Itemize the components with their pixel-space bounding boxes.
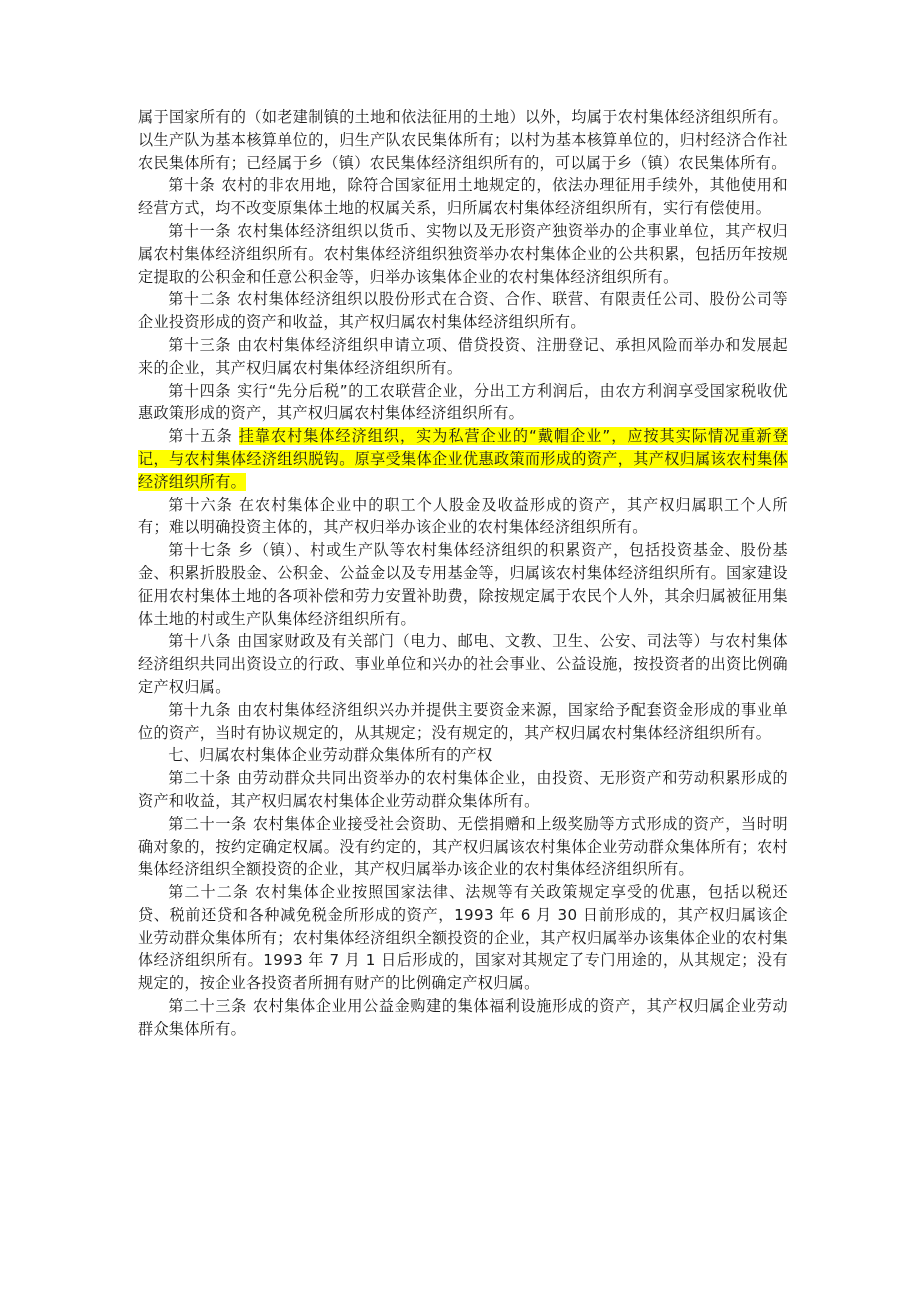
article-19 xyxy=(138,699,788,745)
article-text: 农村集体经济组织以货币、实物以及无形资产独资举办的企事业单位，其产权归属农村集体经济组织所有。农村集体经济组织独资举办农村集体企业的公共积累，包括历年按规定提取的公积金和任意公积金等，归举办该集体企业的农村集体经济组织所有。 xyxy=(138,221,788,286)
article-number: 第十四条 xyxy=(168,381,232,400)
article-23 xyxy=(138,995,788,1041)
document-body xyxy=(138,106,788,1041)
article-10 xyxy=(138,174,788,220)
article-number: 第十五条 xyxy=(168,427,233,446)
section-heading: 七、归属农村集体企业劳动群众集体所有的产权 xyxy=(168,746,493,765)
article-text: 农村集体经济组织以股份形式在合资、合作、联营、有限责任公司、股份公司等企业投资形成的资产和收益，其产权归属农村集体经济组织所有。 xyxy=(138,290,788,332)
article-20 xyxy=(138,767,788,813)
article-text: 在农村集体企业中的职工个人股金及收益形成的资产，其产权归属职工个人所有；难以明确投资主体的，其产权归举办该企业的农村集体经济组织所有。 xyxy=(138,495,788,537)
article-number: 第十六条 xyxy=(168,495,233,514)
article-number: 第十三条 xyxy=(168,335,232,354)
article-text: 农村集体企业按照国家法律、法规等有关政策规定享受的优惠，包括以税还贷、税前还贷和各种减免税金所形成的资产，1993 年 6 月 30 日前形成的，其产权归属该企业劳动群众集体所有；农村集体经济组织全额投资的企业，其产权归属举办该集体企业的农村集体经济组织所有。1993 年 7 月 1 日后形成的，国家对其规定了专门用途的，从其规定；没有规定的，按企业各投资者所拥有财产的比例确定产权归属。 xyxy=(138,883,788,993)
article-number: 第二十一条 xyxy=(168,814,247,833)
article-16 xyxy=(138,494,788,540)
article-number: 第二十条 xyxy=(168,769,232,788)
article-text: 农村集体企业接受社会资助、无偿捐赠和上级奖励等方式形成的资产，当时明确对象的，按约定确定权属。没有约定的，其产权归属该农村集体企业劳动群众集体所有；农村集体经济组织全额投资的企业，其产权归属举办该企业的农村集体经济组织所有。 xyxy=(138,814,788,879)
article-11 xyxy=(138,220,788,288)
article-21 xyxy=(138,813,788,881)
article-text: 由国家财政及有关部门（电力、邮电、文教、卫生、公安、司法等）与农村集体经济组织共同出资设立的行政、事业单位和兴办的社会事业、公益设施，按投资者的出资比例确定产权归属。 xyxy=(138,632,788,696)
article-number: 第十八条 xyxy=(168,632,232,651)
article-15 xyxy=(138,425,788,493)
article-17 xyxy=(138,539,788,630)
article-text: 乡（镇）、村或生产队等农村集体经济组织的积累资产，包括投资基金、股份基金、积累折股股金、公积金、公益金以及专用基金等，归属该农村集体经济组织所有。国家建设征用农村集体土地的各项补偿和劳力安置补助费，除按规定属于农民个人外，其余归属被征用集体土地的村或生产队集体经济组织所有。 xyxy=(138,541,788,628)
article-number: 第十二条 xyxy=(168,290,232,309)
article-number: 第十条 xyxy=(168,176,216,195)
article-14 xyxy=(138,380,788,426)
article-text: 农村的非农用地，除符合国家征用土地规定的，依法办理征用手续外，其他使用和经营方式，均不改变原集体土地的权属关系，归所属农村集体经济组织所有，实行有偿使用。 xyxy=(138,176,788,218)
article-18 xyxy=(138,630,788,698)
article-number: 第十一条 xyxy=(168,221,232,240)
article-13 xyxy=(138,334,788,380)
article-number: 第十九条 xyxy=(168,700,232,719)
article-text: 农村集体企业用公益金购建的集体福利设施形成的资产，其产权归属企业劳动群众集体所有。 xyxy=(138,997,788,1038)
article-number: 第二十二条 xyxy=(168,883,250,902)
article-number: 第十七条 xyxy=(168,541,232,560)
article-text: 实行“先分后税”的工农联营企业，分出工方利润后，由农方利润享受国家税收优惠政策形成的资产，其产权归属农村集体经济组织所有。 xyxy=(138,381,788,423)
article-22 xyxy=(138,881,788,995)
article-12 xyxy=(138,288,788,334)
article-text: 由劳动群众共同出资举办的农村集体企业，由投资、无形资产和劳动积累形成的资产和收益，其产权归属农村集体企业劳动群众集体所有。 xyxy=(138,769,788,810)
paragraph-continuation: 属于国家所有的（如老建制镇的土地和依法征用的土地）以外，均属于农村集体经济组织所有。以生产队为基本核算单位的，归生产队农民集体所有；以村为基本核算单位的，归村经济合作社农民集体所有；已经属于乡（镇）农民集体经济组织所有的，可以属于乡（镇）农民集体所有。 xyxy=(138,108,788,172)
article-number: 第二十三条 xyxy=(168,997,247,1016)
highlighted-article-text: 挂靠农村集体经济组织，实为私营企业的“戴帽企业”，应按其实际情况重新登记，与农村集体经济组织脱钩。原享受集体企业优惠政策而形成的资产，其产权归属该农村集体经济组织所有。 xyxy=(138,427,788,491)
article-text: 由农村集体经济组织申请立项、借贷投资、注册登记、承担风险而举办和发展起来的企业，其产权归属农村集体经济组织所有。 xyxy=(138,335,788,377)
article-text: 由农村集体经济组织兴办并提供主要资金来源，国家给予配套资金形成的事业单位的资产，当时有协议规定的，从其规定；没有规定的，其产权归属农村集体经济组织所有。 xyxy=(138,700,788,742)
